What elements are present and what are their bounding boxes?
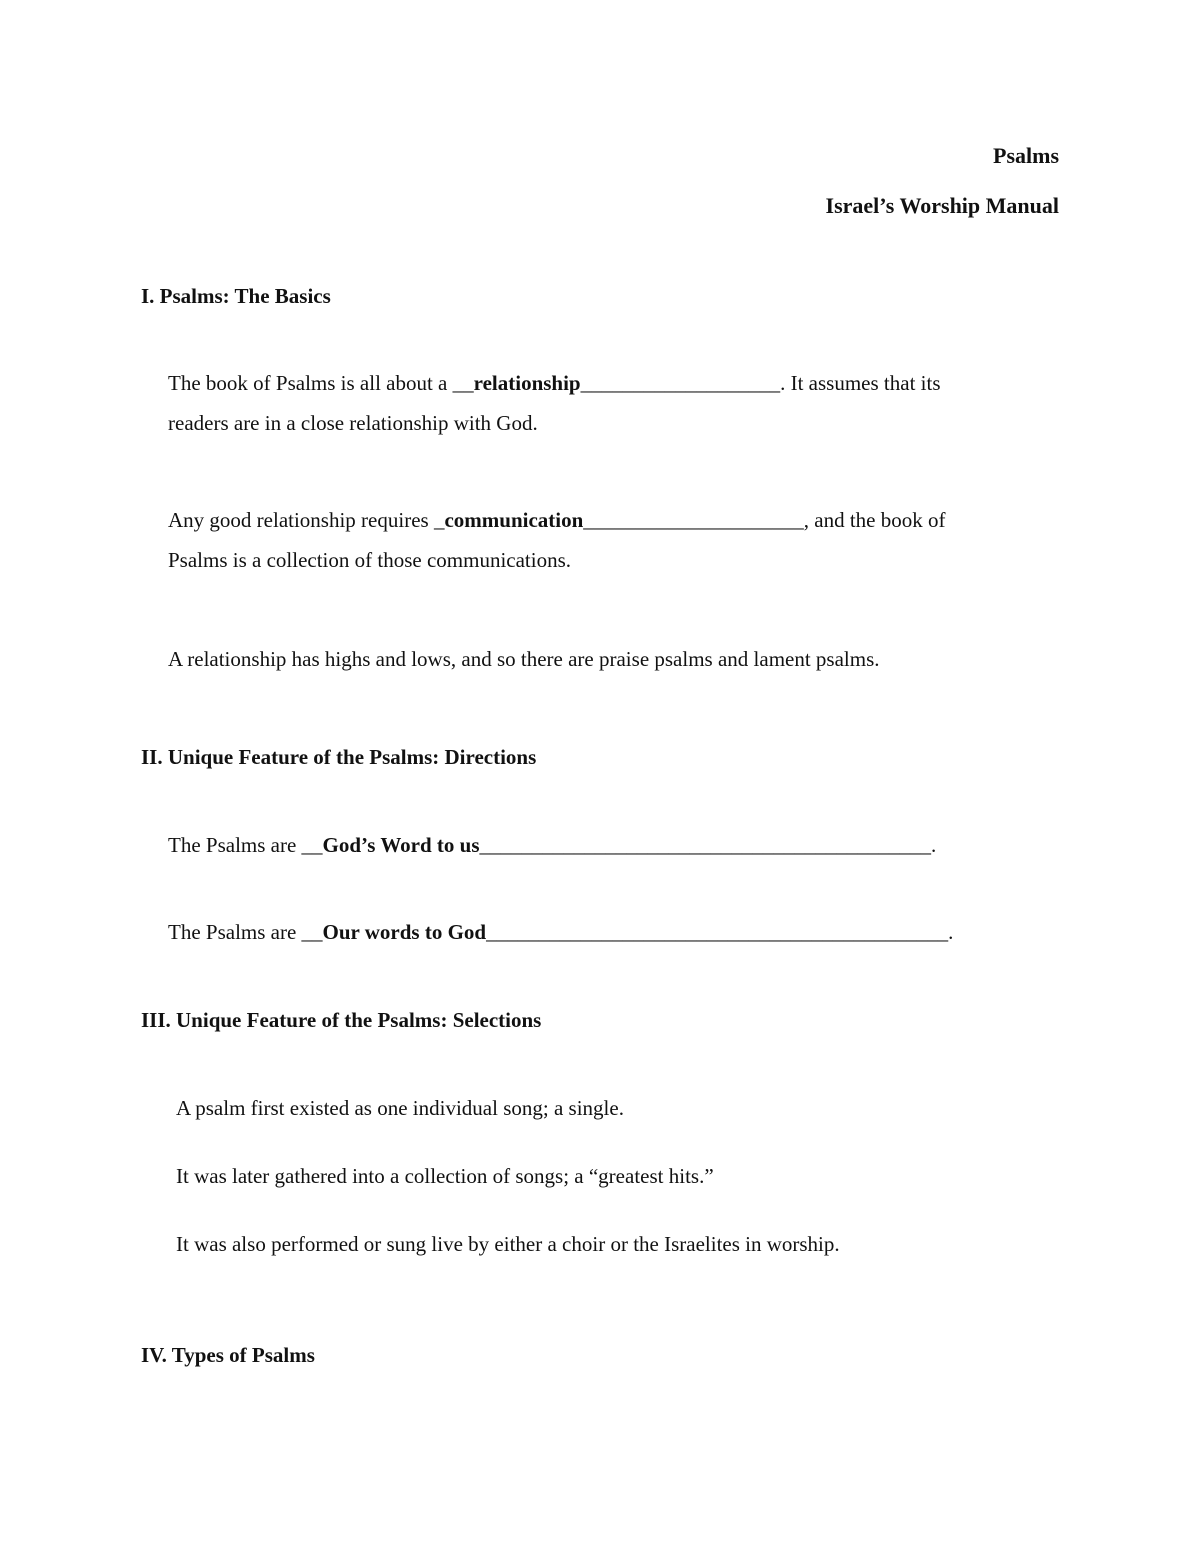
text-run: ___________________. It assumes that its	[580, 371, 941, 395]
text-run: _____________________, and the book of	[583, 508, 946, 532]
fill-in-answer-communication: communication	[444, 508, 584, 532]
paragraph-relationship-line2: readers are in a close relationship with God.	[168, 411, 538, 435]
text-run: The book of Psalms is all about a __	[168, 371, 474, 395]
text-run: The Psalms are __	[168, 833, 323, 857]
selections-line-single: A psalm first existed as one individual song; a single.	[176, 1096, 624, 1120]
directions-line-our-words	[168, 919, 953, 945]
text-run: ___________________________________________.	[479, 833, 937, 857]
selections-line-greatest-hits: It was later gathered into a collection of songs; a “greatest hits.”	[176, 1164, 714, 1188]
paragraph-highs-lows: A relationship has highs and lows, and so there are praise psalms and lament psalms.	[168, 647, 880, 671]
fill-in-answer-gods-word: God’s Word to us	[322, 833, 480, 857]
text-run: Any good relationship requires _	[168, 508, 445, 532]
section-heading-directions: II. Unique Feature of the Psalms: Directions	[141, 745, 537, 769]
paragraph-communication-line1	[168, 507, 946, 533]
paragraph-communication-line2: Psalms is a collection of those communications.	[168, 548, 572, 572]
directions-line-gods-word	[168, 832, 936, 858]
section-heading-selections: III. Unique Feature of the Psalms: Selections	[141, 1008, 542, 1032]
section-heading-basics: I. Psalms: The Basics	[141, 284, 331, 308]
text-run: The Psalms are __	[168, 920, 323, 944]
fill-in-answer-our-words: Our words to God	[322, 920, 487, 944]
selections-line-live: It was also performed or sung live by either a choir or the Israelites in worship.	[176, 1232, 840, 1256]
fill-in-answer-relationship: relationship	[473, 371, 581, 395]
text-run: ____________________________________________.	[486, 920, 954, 944]
page-subtitle: Israel’s Worship Manual	[825, 193, 1059, 218]
page-title: Psalms	[993, 143, 1059, 168]
paragraph-relationship-line1	[168, 370, 941, 396]
section-heading-types: IV. Types of Psalms	[141, 1343, 315, 1367]
